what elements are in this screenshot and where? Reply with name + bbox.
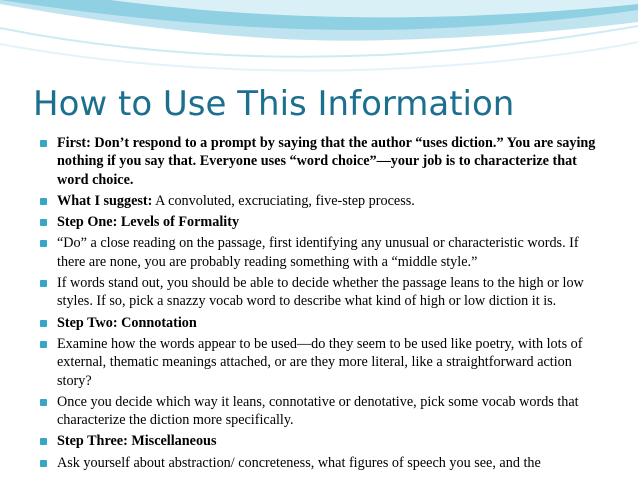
square-bullet-icon bbox=[40, 341, 47, 348]
bullet-item bbox=[40, 213, 600, 231]
bullet-text: “Do” a close reading on the passage, first identifying any unusual or characteristic words. If there are none, you are probably reading something with a “middle style.” bbox=[57, 235, 579, 270]
square-bullet-icon bbox=[40, 320, 47, 327]
bullet-item bbox=[40, 454, 600, 472]
bullet-text: Once you decide which way it leans, connotative or denotative, pick some vocab words that characterize the diction more specifically. bbox=[57, 393, 579, 429]
bullet-item bbox=[40, 393, 600, 430]
bullet-bold-text: First: Don’t respond to a prompt by saying that the author “uses diction.” You are saying nothing if you say that. Everyone uses “word choice”—your job is to characterize that word choice. bbox=[57, 135, 596, 188]
bullet-item bbox=[40, 314, 600, 332]
bullet-item bbox=[40, 274, 600, 311]
bullet-item bbox=[40, 335, 600, 390]
bullet-bold-text: Step Two: Connotation bbox=[57, 314, 197, 331]
square-bullet-icon bbox=[40, 219, 47, 226]
square-bullet-icon bbox=[40, 198, 47, 205]
bullet-text: A convoluted, excruciating, five-step process. bbox=[152, 192, 415, 209]
decorative-swoosh-header bbox=[0, 0, 638, 80]
bullet-item bbox=[40, 432, 600, 450]
bullet-item bbox=[40, 134, 600, 189]
square-bullet-icon bbox=[40, 140, 47, 147]
bullet-item bbox=[40, 192, 600, 210]
bullet-bold-text: Step Three: Miscellaneous bbox=[57, 433, 217, 450]
square-bullet-icon bbox=[40, 399, 47, 406]
bullet-item bbox=[40, 234, 600, 271]
square-bullet-icon bbox=[40, 460, 47, 467]
bullet-list bbox=[40, 134, 600, 475]
square-bullet-icon bbox=[40, 438, 47, 445]
bullet-bold-text: What I suggest: bbox=[57, 192, 153, 209]
bullet-bold-text: Step One: Levels of Formality bbox=[57, 214, 240, 231]
square-bullet-icon bbox=[40, 240, 47, 247]
slide-title: How to Use This Information bbox=[33, 84, 515, 124]
square-bullet-icon bbox=[40, 280, 47, 287]
bullet-text: Ask yourself about abstraction/ concreteness, what figures of speech you see, and the bbox=[57, 454, 541, 471]
bullet-text: If words stand out, you should be able to decide whether the passage leans to the high or low styles. If so, pick a snazzy vocab word to describe what kind of high or low diction it is. bbox=[57, 275, 584, 310]
bullet-text: Examine how the words appear to be used—do they seem to be used like poetry, with lots of external, thematic meanings attached, or are they more literal, like a straightforward action story? bbox=[57, 335, 583, 389]
